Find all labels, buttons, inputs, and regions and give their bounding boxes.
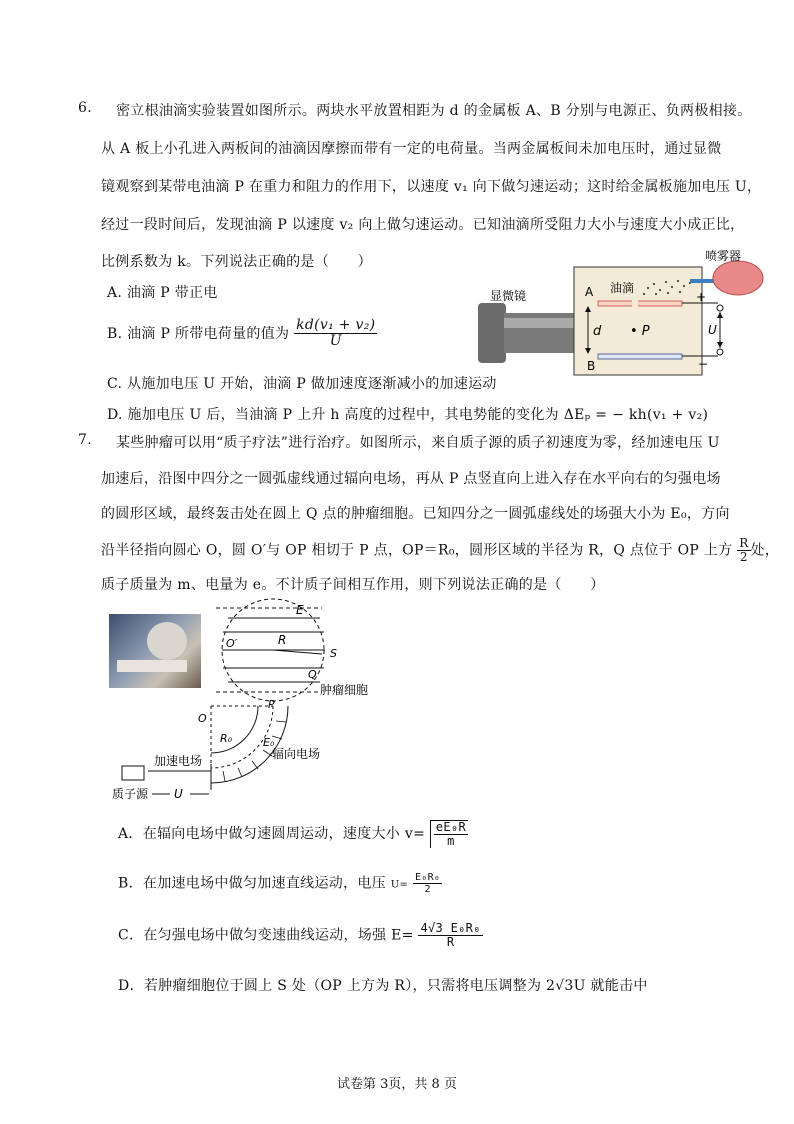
radius-line xyxy=(273,650,322,654)
q6-option-b-numerator: kd(v₁ + v₂) xyxy=(296,317,376,333)
q6-number: 6. xyxy=(78,100,92,116)
q6-option-b[interactable] xyxy=(107,318,377,350)
plate-a-label: A xyxy=(585,285,594,299)
q7-option-b-numerator: E₀R₀ xyxy=(414,872,441,883)
q7-option-d[interactable]: D．若肿瘤细胞位于圆上 S 处（OP 上方为 R），只需将电压调整为 2√3U 就能击中 xyxy=(118,978,648,994)
plate-a xyxy=(598,301,682,306)
point-p-label: P xyxy=(268,698,275,711)
q6-option-a[interactable]: A. 油滴 P 带正电 xyxy=(107,285,218,301)
q6-option-b-denominator: U xyxy=(329,333,342,350)
terminal-minus xyxy=(717,349,723,355)
q7-line-4-denominator: 2 xyxy=(739,550,748,565)
q7-line-4-text: 沿半径指向圆心 O，圆 O′与 OP 相切于 P 点，OP＝R₀，圆形区域的半径为 R，Q 点位于 OP 上方 xyxy=(101,542,733,559)
radius-label: R xyxy=(278,633,287,647)
microscope-label: 显微镜 xyxy=(490,289,527,303)
proton-source-label: 质子源 xyxy=(112,787,149,801)
q7-option-a-text: A．在辐向电场中做匀速圆周运动，速度大小 v= xyxy=(118,826,426,843)
proton-source xyxy=(122,766,144,780)
q7-option-a-fraction xyxy=(434,821,468,848)
q6-option-b-fraction xyxy=(294,318,377,350)
q7-line-3: 的圆形区域，最终轰击处在圆上 Q 点的肿瘤细胞。已知四分之一圆弧虚线处的场强大小为 E₀，方向 xyxy=(101,506,730,522)
q6-option-c[interactable]: C. 从施加电压 U 开始，油滴 P 做加速度逐渐减小的加速运动 xyxy=(107,376,497,392)
q7-option-a-numerator: eE₀R xyxy=(435,820,466,834)
q6-option-b-text: B. 油滴 P 所带电荷量的值为 xyxy=(107,325,290,342)
q6-option-d[interactable]: D. 施加电压 U 后，当油滴 P 上升 h 高度的过程中，其电势能的变化为 ΔEₚ = − kh(v₁ + v₂) xyxy=(107,407,709,423)
gap-label: d xyxy=(593,324,602,339)
q7-line-5: 质子质量为 m、电量为 e。不计质子间相互作用，则下列说法正确的是（ ） xyxy=(101,577,605,593)
q7-line-4-end: 处， xyxy=(750,542,780,559)
terminal-plus-label: + xyxy=(696,290,707,304)
voltage-label: U xyxy=(708,323,717,337)
center-o-prime-label: O′ xyxy=(226,637,238,650)
q7-option-c-numerator: 4√3 E₀R₀ xyxy=(420,921,481,935)
q7-line-4-fraction xyxy=(737,537,750,564)
q6-line-1: 密立根油滴实验装置如图所示。两块水平放置相距为 d 的金属板 A、B 分别与电源正、负两极相接。 xyxy=(116,103,752,119)
plate-b-label: B xyxy=(587,359,596,373)
page-footer: 试卷第 3页，共 8 页 xyxy=(337,1077,457,1092)
q7-option-b[interactable] xyxy=(118,872,442,895)
sprayer-label: 喷雾器 xyxy=(705,249,742,263)
q6-line-4: 经过一段时间后，发现油滴 P 以速度 v₂ 向上做匀速运动。已知油滴所受阻力大小与速度大小成正比， xyxy=(101,217,745,233)
accel-field-label: 加速电场 xyxy=(154,754,203,768)
q6-line-3: 镜观察到某带电油滴 P 在重力和阻力的作用下，以速度 v₁ 向下做匀速运动；这时给金属板施加电压 U， xyxy=(101,179,762,195)
q6-line-5: 比例系数为 k。下列说法正确的是（ ） xyxy=(101,254,372,270)
sprayer-bulb xyxy=(713,261,763,295)
oil-label: 油滴 xyxy=(610,281,635,295)
q6-line-2: 从 A 板上小孔进入两板间的油滴因摩擦而带有一定的电荷量。当两金属板间未加电压时，通过显微 xyxy=(101,141,722,157)
point-s-label: S xyxy=(330,647,337,660)
q6-millikan-figure xyxy=(470,248,770,378)
microscope-eyepiece xyxy=(478,303,506,363)
q7-option-a[interactable] xyxy=(118,820,468,848)
q7-line-1: 某些肿瘤可以用“质子疗法”进行治疗。如图所示，来自质子源的质子初速度为零，经加速电压 U xyxy=(116,435,720,451)
r0-label: R₀ xyxy=(220,732,233,745)
terminal-minus-label: − xyxy=(698,357,709,371)
q7-proton-therapy-figure xyxy=(108,594,408,806)
e0-label: E₀ xyxy=(263,736,275,749)
radial-field-label: 辐向电场 xyxy=(272,747,321,761)
terminal-plus xyxy=(717,305,723,311)
tumor-label: 肿瘤细胞 xyxy=(320,683,369,697)
field-e-label: E xyxy=(296,603,304,617)
q7-option-b-denominator: 2 xyxy=(424,884,431,895)
q7-line-2: 加速后，沿图中四分之一圆弧虚线通过辐向电场，再从 P 点竖直向上进入存在水平向右的匀强电场 xyxy=(101,471,721,487)
q7-line-4-numerator: R xyxy=(739,536,749,550)
q7-option-b-text: B．在加速电场中做匀加速直线运动，电压 xyxy=(118,875,386,892)
accel-voltage-label: U xyxy=(174,787,183,801)
q7-line-4 xyxy=(101,537,779,564)
plate-b xyxy=(598,354,682,359)
q7-option-c-denominator: R xyxy=(446,935,455,950)
q7-option-c[interactable] xyxy=(118,922,483,949)
drop-p-label: • P xyxy=(630,324,650,339)
q7-number: 7. xyxy=(78,432,92,448)
q7-option-b-fraction xyxy=(413,872,442,895)
q7-option-c-text: C．在匀强电场中做匀变速曲线运动，场强 E= xyxy=(118,927,414,944)
q7-option-b-u: U= xyxy=(390,879,409,891)
q7-option-c-fraction xyxy=(418,922,482,949)
point-o-label: O xyxy=(198,712,207,725)
q7-option-a-denominator: m xyxy=(447,834,455,849)
point-q-label: Q xyxy=(308,668,317,681)
